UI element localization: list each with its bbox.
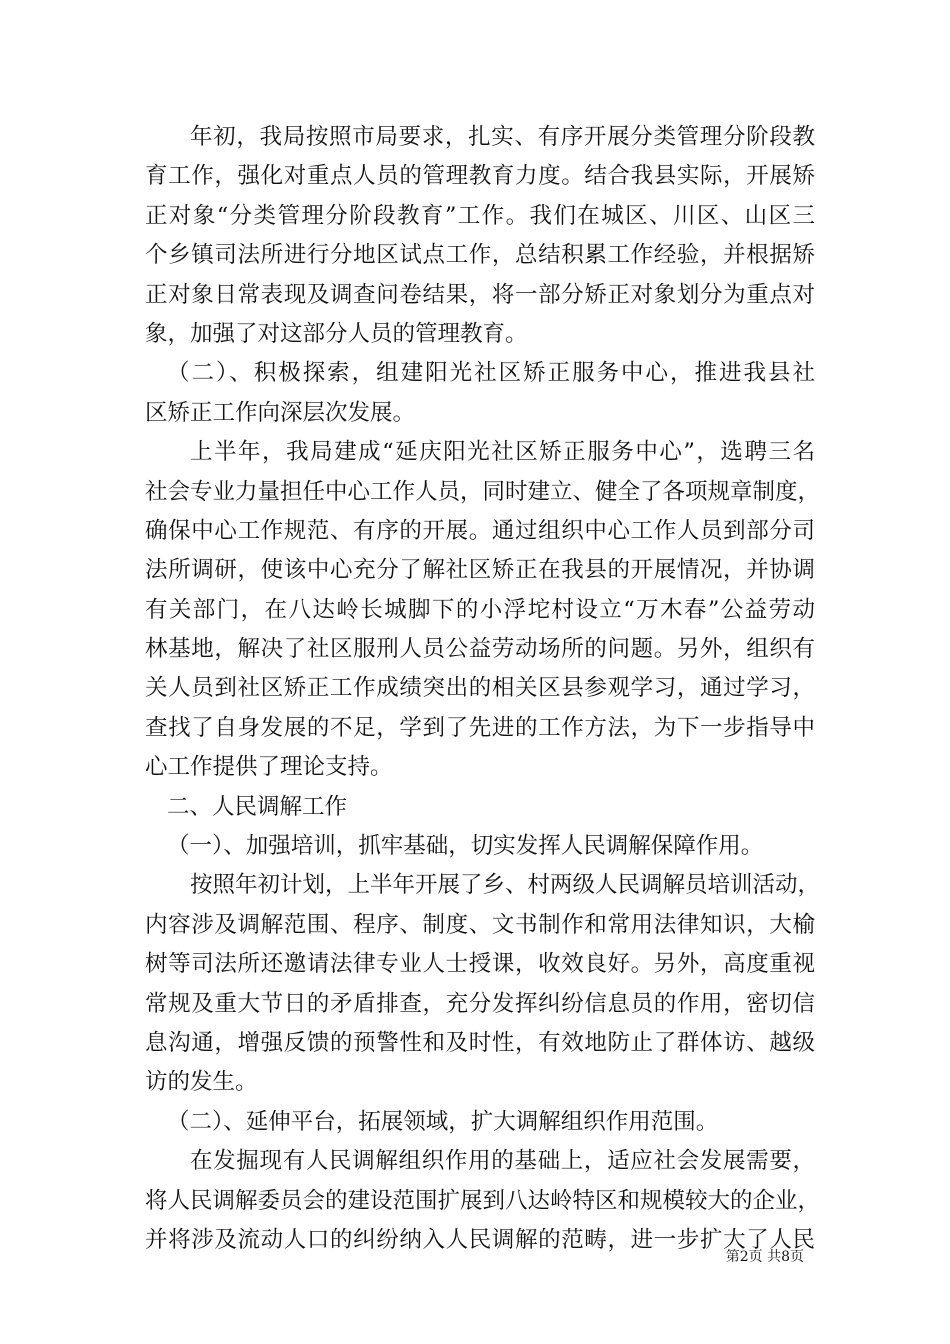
paragraph-line: 正对象日常表现及调查问卷结果，将一部分矫正对象划分为重点对	[145, 281, 815, 308]
paragraph-line: 有关部门，在八达岭长城脚下的小浮坨村设立“万木春”公益劳动	[145, 596, 815, 623]
paragraph-line: 息沟通，增强反馈的预警性和及时性，有效地防止了群体访、越级	[145, 1029, 815, 1056]
paragraph-line: 个乡镇司法所进行分地区试点工作，总结积累工作经验，并根据矫	[145, 242, 815, 269]
paragraph-line: 正对象“分类管理分阶段教育”工作。我们在城区、川区、山区三	[145, 202, 815, 229]
paragraph-line: 上半年，我局建成“延庆阳光社区矫正服务中心”，选聘三名	[190, 439, 815, 466]
paragraph-line: 确保中心工作规范、有序的开展。通过组织中心工作人员到部分司	[145, 517, 815, 544]
paragraph-line: 常规及重大节日的矛盾排查，充分发挥纠纷信息员的作用，密切信	[145, 990, 815, 1017]
paragraph-line: 在发掘现有人民调解组织作用的基础上，适应社会发展需要，	[190, 1148, 815, 1175]
paragraph-line: 社会专业力量担任中心工作人员，同时建立、健全了各项规章制度，	[145, 478, 821, 505]
paragraph-line: 将人民调解委员会的建设范围扩展到八达岭特区和规模较大的企业，	[145, 1187, 821, 1214]
paragraph-line: 法所调研，使该中心充分了解社区矫正在我县的开展情况，并协调	[145, 557, 815, 584]
paragraph-line: 查找了自身发展的不足，学到了先进的工作方法，为下一步指导中	[145, 714, 815, 741]
paragraph-line: 并将涉及流动人口的纠纷纳入人民调解的范畴，进一步扩大了人民	[145, 1226, 815, 1253]
paragraph-line: 年初，我局按照市局要求，扎实、有序开展分类管理分阶段教	[190, 124, 815, 150]
paragraph-line: 林基地，解决了社区服刑人员公益劳动场所的问题。另外，组织有	[145, 636, 815, 663]
paragraph-line: 心工作提供了理论支持。	[145, 754, 393, 781]
paragraph-line: 育工作，强化对重点人员的管理教育力度。结合我县实际，开展矫	[145, 163, 815, 190]
paragraph-line: 树等司法所还邀请法律专业人士授课，收效良好。另外，高度重视	[145, 951, 815, 978]
paragraph-line: 访的发生。	[145, 1069, 258, 1096]
section-heading-line: 区矫正工作向深层次发展。	[145, 399, 416, 426]
section-heading-line: （二）、积极探索，组建阳光社区矫正服务中心，推进我县社	[167, 360, 815, 387]
paragraph-line: 内容涉及调解范围、程序、制度、文书制作和常用法律知识，大榆	[145, 911, 815, 938]
page-number: 第2页 共8页	[725, 1249, 804, 1265]
subsection-heading: （二）、延伸平台，拓展领域，扩大调解组织作用范围。	[167, 1108, 719, 1135]
section-heading: 二、人民调解工作	[167, 793, 348, 820]
paragraph-line: 关人员到社区矫正工作成绩突出的相关区县参观学习，通过学习，	[145, 675, 815, 702]
paragraph-line: 象，加强了对这部分人员的管理教育。	[145, 320, 528, 347]
body-text	[145, 118, 821, 1260]
paragraph-line: 按照年初计划，上半年开展了乡、村两级人民调解员培训活动，	[190, 872, 821, 899]
subsection-heading: （一）、加强培训，抓牢基础，切实发挥人民调解保障作用。	[167, 833, 764, 860]
